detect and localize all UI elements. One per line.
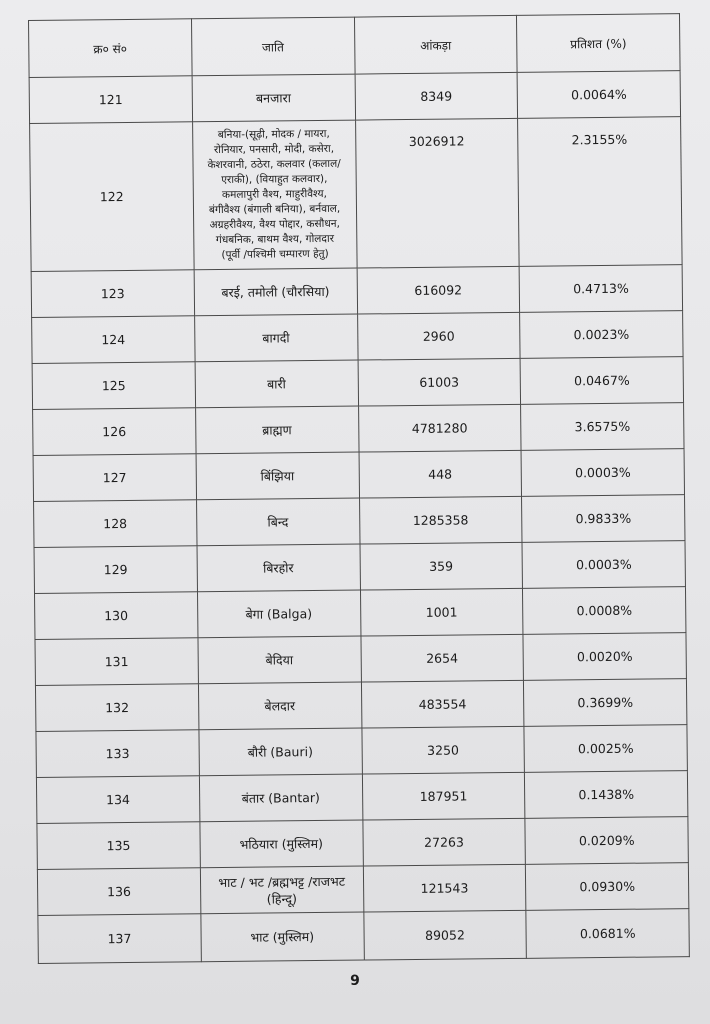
cell-percentage: 3.6575% xyxy=(521,403,684,451)
cell-serial-number: 125 xyxy=(32,362,195,410)
cell-caste: बिंझिया xyxy=(196,452,359,500)
cell-caste: बेलदार xyxy=(198,682,361,730)
header-percentage: प्रतिशत (%) xyxy=(517,14,680,73)
cell-count: 89052 xyxy=(363,910,526,960)
cell-serial-number: 136 xyxy=(37,868,200,916)
cell-serial-number: 124 xyxy=(32,316,195,364)
cell-caste: भाट (मुस्लिम) xyxy=(201,912,364,962)
table-row xyxy=(30,117,683,272)
table-row xyxy=(36,725,687,778)
cell-caste: बनजारा xyxy=(192,74,355,122)
cell-caste: बागदी xyxy=(194,314,357,362)
cell-percentage: 0.0209% xyxy=(525,817,688,865)
table-row xyxy=(31,265,682,318)
cell-percentage: 0.0025% xyxy=(524,725,687,773)
cell-caste: बेदिया xyxy=(198,636,361,684)
cell-percentage: 0.0023% xyxy=(520,311,683,359)
table-row xyxy=(37,863,688,916)
cell-serial-number: 126 xyxy=(33,408,196,456)
cell-count: 121543 xyxy=(363,864,526,912)
cell-count: 3250 xyxy=(361,726,524,774)
cell-count: 61003 xyxy=(358,358,521,406)
cell-serial-number: 128 xyxy=(34,500,197,548)
cell-caste: बंतार (Bantar) xyxy=(199,774,362,822)
cell-percentage: 0.0003% xyxy=(522,541,685,589)
cell-serial-number: 137 xyxy=(38,914,201,964)
cell-caste: बरई, तमोली (चौरसिया) xyxy=(194,268,357,316)
cell-count: 1001 xyxy=(360,588,523,636)
cell-percentage: 0.0681% xyxy=(526,909,689,959)
cell-percentage: 0.1438% xyxy=(525,771,688,819)
cell-caste: बिरहोर xyxy=(197,544,360,592)
cell-caste: बौरी (Bauri) xyxy=(199,728,362,776)
cell-serial-number: 122 xyxy=(30,122,194,272)
cell-count: 8349 xyxy=(355,72,518,120)
page-number: 9 xyxy=(350,973,360,989)
cell-serial-number: 131 xyxy=(35,638,198,686)
table-body xyxy=(29,71,689,964)
cell-serial-number: 130 xyxy=(35,592,198,640)
cell-serial-number: 133 xyxy=(36,730,199,778)
cell-percentage: 0.0064% xyxy=(517,71,680,119)
cell-percentage: 0.9833% xyxy=(522,495,685,543)
cell-percentage: 0.3699% xyxy=(524,679,687,727)
cell-count: 187951 xyxy=(362,772,525,820)
cell-percentage: 0.0020% xyxy=(523,633,686,681)
table-row xyxy=(36,771,687,824)
cell-serial-number: 123 xyxy=(31,270,194,318)
cell-caste: ब्राह्मण xyxy=(195,406,358,454)
table-row xyxy=(33,449,684,502)
cell-serial-number: 135 xyxy=(37,822,200,870)
table-row xyxy=(35,679,686,732)
cell-caste: बिन्द xyxy=(196,498,359,546)
table-row xyxy=(29,71,680,124)
cell-caste: बेगा (Balga) xyxy=(197,590,360,638)
cell-caste: बारी xyxy=(195,360,358,408)
cell-percentage: 0.0467% xyxy=(520,357,683,405)
cell-caste: भाट / भट /ब्रह्मभट्ट /राजभट (हिन्दू) xyxy=(200,866,363,914)
header-serial-number: क्र० सं० xyxy=(29,19,192,78)
cell-caste: भठियारा (मुस्लिम) xyxy=(200,820,363,868)
cell-count: 2654 xyxy=(360,634,523,682)
cell-count: 448 xyxy=(359,450,522,498)
cell-caste: बनिया-(सूढ़ी, मोदक / मायरा, रोनियार, पनसारी, मोदी, कसेरा, केशरवानी, ठठेरा, कलवार (कलाल/एराकी), (वियाहुत कलवार), कमलापुरी वैश्य, माहुरीवैश्य, बंगीवैश्य (बंगाली बनिया), बर्नवाल, अग्रहरीवैश्य, वैश्य पोद्दार, कसौधन, गंधबनिक, बाथम वैश्य, गोलदार (पूर्वी /पश्चिमी चम्पारण हेतु) xyxy=(192,120,356,270)
cell-count: 483554 xyxy=(361,680,524,728)
cell-percentage: 0.4713% xyxy=(519,265,682,313)
cell-percentage: 0.0930% xyxy=(526,863,689,911)
cell-count: 2960 xyxy=(357,312,520,360)
table-row xyxy=(37,817,688,870)
cell-count: 616092 xyxy=(357,266,520,314)
header-count: आंकड़ा xyxy=(354,15,517,74)
table-header-row xyxy=(29,14,681,78)
table-row xyxy=(38,909,689,964)
table-row xyxy=(33,403,684,456)
table-row xyxy=(32,357,683,410)
cell-serial-number: 121 xyxy=(29,76,192,124)
table-row xyxy=(32,311,683,364)
cell-serial-number: 134 xyxy=(36,776,199,824)
cell-serial-number: 129 xyxy=(34,546,197,594)
cell-count: 1285358 xyxy=(359,496,522,544)
table-row xyxy=(35,587,686,640)
cell-percentage: 0.0008% xyxy=(523,587,686,635)
table-row xyxy=(34,495,685,548)
cell-serial-number: 132 xyxy=(35,684,198,732)
cell-count: 3026912 xyxy=(355,118,519,268)
cell-count: 27263 xyxy=(362,818,525,866)
table-row xyxy=(35,633,686,686)
cell-count: 359 xyxy=(360,542,523,590)
cell-percentage: 0.0003% xyxy=(521,449,684,497)
header-caste: जाति xyxy=(191,17,354,76)
table-row xyxy=(34,541,685,594)
caste-data-table xyxy=(28,13,690,964)
cell-count: 4781280 xyxy=(358,404,521,452)
cell-percentage: 2.3155% xyxy=(518,117,682,267)
cell-serial-number: 127 xyxy=(33,454,196,502)
